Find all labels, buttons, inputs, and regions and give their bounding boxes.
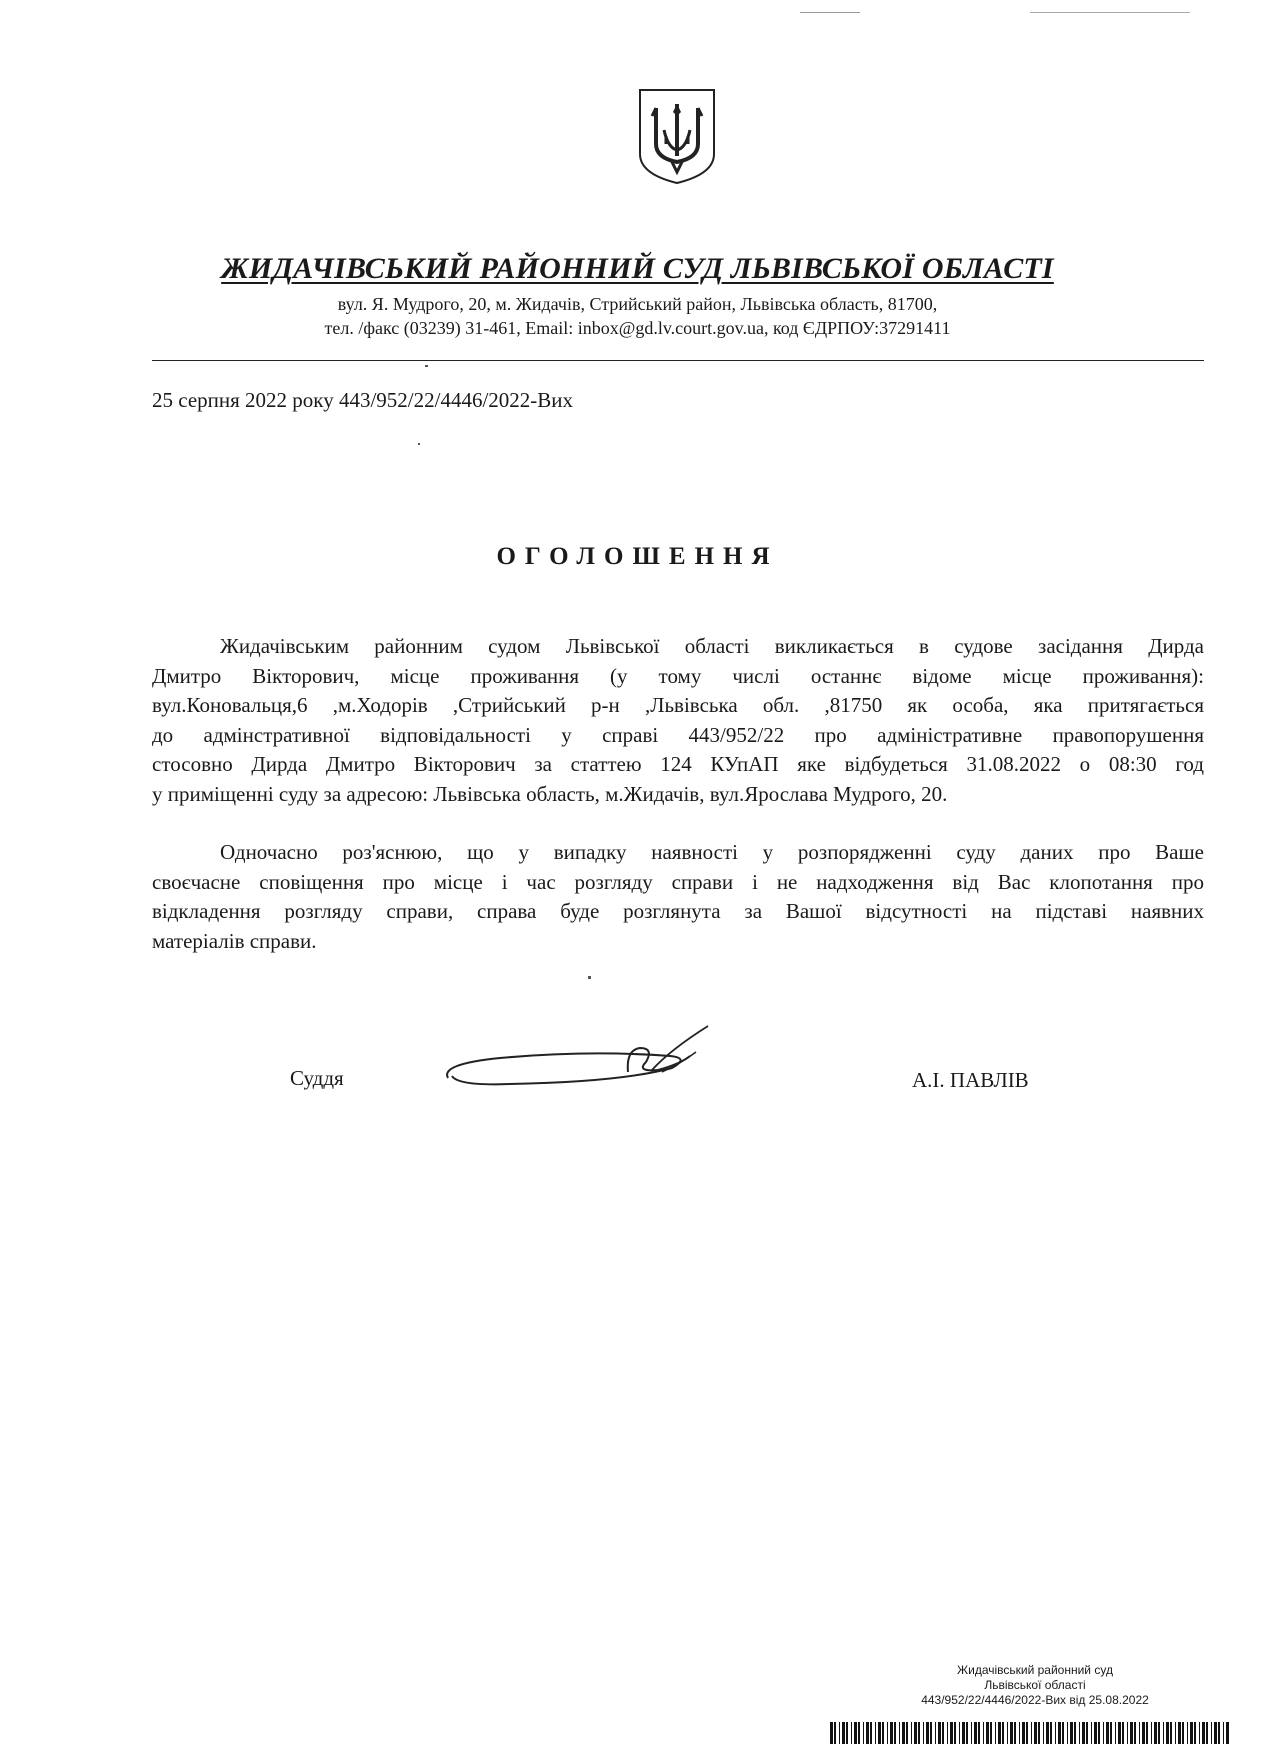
text-line: Одночасно роз'яснюю, що у випадку наявності у розпорядженні суду даних про Ваше [220, 840, 1204, 864]
barcode [830, 1722, 1230, 1744]
barcode-bar [1226, 1722, 1229, 1744]
barcode-bar [1182, 1722, 1184, 1744]
barcode-bar [1079, 1722, 1080, 1744]
barcode-bar [1122, 1722, 1124, 1744]
barcode-bar [1103, 1722, 1104, 1744]
barcode-bar [1202, 1722, 1205, 1744]
text-line: відкладення розгляду справи, справа буде розглянута за Вашої відсутності на підставі наявних [152, 899, 1204, 923]
barcode-bar [962, 1722, 965, 1744]
judge-name: А.І. ПАВЛІВ [912, 1068, 1029, 1092]
scan-speck [418, 443, 420, 445]
barcode-bar [1074, 1722, 1076, 1744]
barcode-bar [942, 1722, 944, 1744]
barcode-bar [899, 1722, 900, 1744]
barcode-bar [1175, 1722, 1176, 1744]
barcode-bar [1194, 1722, 1196, 1744]
text-line: Жидачівським районним судом Львівської області викликається в судове засідання Дирда [220, 634, 1204, 658]
barcode-bar [1115, 1722, 1116, 1744]
barcode-bar [954, 1722, 956, 1744]
text-line: у приміщенні суду за адресою: Львівська область, м.Жидачів, вул.Ярослава Мудрого, 20. [152, 781, 948, 806]
paragraph-explanation [152, 838, 1204, 956]
barcode-bar [1058, 1722, 1061, 1744]
barcode-bar [914, 1722, 917, 1744]
barcode-bar [882, 1722, 884, 1744]
scan-speck [588, 976, 591, 979]
barcode-bar [1178, 1722, 1181, 1744]
barcode-bar [830, 1722, 833, 1744]
barcode-bar [1163, 1722, 1164, 1744]
barcode-bar [1142, 1722, 1145, 1744]
barcode-bar [1118, 1722, 1121, 1744]
barcode-bar [1031, 1722, 1032, 1744]
text-line: вул.Коновальця,6 ,м.Ходорів ,Стрийський р-н ,Львівська обл. ,81750 як особа, яка притягається [152, 693, 1204, 717]
court-address: вул. Я. Мудрого, 20, м. Жидачів, Стрийський район, Львівська область, 81700, [337, 294, 938, 314]
barcode-bar [1151, 1722, 1152, 1744]
barcode-bar [1134, 1722, 1136, 1744]
barcode-bar [911, 1722, 912, 1744]
trident-coat-of-arms-icon [636, 86, 718, 186]
barcode-bar [1050, 1722, 1052, 1744]
barcode-bar [1187, 1722, 1188, 1744]
barcode-bar [1166, 1722, 1169, 1744]
barcode-bar [1019, 1722, 1020, 1744]
barcode-bar [1190, 1722, 1193, 1744]
barcode-bar [918, 1722, 920, 1744]
barcode-bar [1007, 1722, 1008, 1744]
barcode-bar [875, 1722, 876, 1744]
barcode-bar [1098, 1722, 1100, 1744]
court-name: ЖИДАЧІВСЬКИЙ РАЙОННИЙ СУД ЛЬВІВСЬКОЇ ОБЛАСТІ [221, 252, 1054, 285]
barcode-bar [1038, 1722, 1040, 1744]
scan-speck [1030, 12, 1190, 13]
barcode-bar [990, 1722, 992, 1744]
scan-speck [425, 365, 428, 367]
text-line: Дмитро Вікторович, місце проживання (у тому числі останнє відоме місце проживання): [152, 663, 1204, 688]
barcode-bar [1127, 1722, 1128, 1744]
barcode-bar [858, 1722, 860, 1744]
barcode-bar [1146, 1722, 1148, 1744]
barcode-bar [966, 1722, 968, 1744]
barcode-bar [1070, 1722, 1073, 1744]
barcode-bar [971, 1722, 972, 1744]
barcode-bar [1082, 1722, 1085, 1744]
barcode-bar [1022, 1722, 1025, 1744]
text-line: стосовно Дирда Дмитро Вікторович за статтею 124 КУпАП яке відбудеться 31.08.2022 о 08:30 год [152, 752, 1204, 776]
barcode-bar [930, 1722, 932, 1744]
barcode-bar [974, 1722, 977, 1744]
barcode-bar [1026, 1722, 1028, 1744]
paragraph-summons [152, 632, 1204, 809]
document-title: ОГОЛОШЕННЯ [496, 543, 779, 570]
barcode-bar [995, 1722, 996, 1744]
barcode-bar [1223, 1722, 1224, 1744]
barcode-bar [978, 1722, 980, 1744]
barcode-bar [851, 1722, 852, 1744]
barcode-bar [834, 1722, 836, 1744]
handwritten-signature [440, 1020, 730, 1095]
barcode-bar [983, 1722, 984, 1744]
barcode-bar [986, 1722, 989, 1744]
header-divider [152, 360, 1204, 361]
barcode-bar [1043, 1722, 1044, 1744]
barcode-bar [938, 1722, 941, 1744]
barcode-bar [1199, 1722, 1200, 1744]
date-reference: 25 серпня 2022 року 443/952/22/4446/2022-Вих [152, 388, 574, 412]
barcode-bar [870, 1722, 872, 1744]
barcode-bar [1110, 1722, 1112, 1744]
barcode-bar [863, 1722, 864, 1744]
judge-label: Суддя [290, 1066, 344, 1090]
barcode-bar [894, 1722, 896, 1744]
barcode-bar [1086, 1722, 1088, 1744]
barcode-bar [1218, 1722, 1220, 1744]
barcode-bar [906, 1722, 908, 1744]
barcode-bar [1211, 1722, 1212, 1744]
barcode-bar [1046, 1722, 1049, 1744]
barcode-bar [1055, 1722, 1056, 1744]
barcode-bar [1094, 1722, 1097, 1744]
barcode-bar [998, 1722, 1001, 1744]
barcode-bar [1130, 1722, 1133, 1744]
barcode-bar [1206, 1722, 1208, 1744]
barcode-bar [846, 1722, 848, 1744]
barcode-bar [1062, 1722, 1064, 1744]
barcode-bar [959, 1722, 960, 1744]
barcode-bar [1067, 1722, 1068, 1744]
stamp-region: Львівської області [984, 1678, 1086, 1692]
barcode-bar [887, 1722, 888, 1744]
barcode-bar [1014, 1722, 1016, 1744]
barcode-bar [842, 1722, 845, 1744]
barcode-bar [950, 1722, 953, 1744]
barcode-bar [1170, 1722, 1172, 1744]
court-contacts: тел. /факс (03239) 31-461, Email: inbox@gd.lv.court.gov.ua, код ЄДРПОУ:37291411 [324, 318, 951, 338]
barcode-bar [923, 1722, 924, 1744]
barcode-bar [902, 1722, 905, 1744]
barcode-bar [1010, 1722, 1013, 1744]
barcode-bar [890, 1722, 893, 1744]
barcode-bar [854, 1722, 857, 1744]
barcode-bar [1214, 1722, 1217, 1744]
registration-stamp [850, 1663, 1220, 1708]
scan-speck [800, 12, 860, 13]
text-line: матеріалів справи. [152, 928, 317, 953]
barcode-bar [1002, 1722, 1004, 1744]
barcode-bar [1154, 1722, 1157, 1744]
barcode-bar [1034, 1722, 1037, 1744]
barcode-bar [947, 1722, 948, 1744]
stamp-court-name: Жидачівський районний суд [957, 1663, 1113, 1677]
barcode-bar [839, 1722, 840, 1744]
barcode-bar [935, 1722, 936, 1744]
barcode-bar [926, 1722, 929, 1744]
text-line: своєчасне сповіщення про місце і час розгляду справи і не надходження від Вас клопотання про [152, 869, 1204, 894]
barcode-bar [878, 1722, 881, 1744]
barcode-bar [1091, 1722, 1092, 1744]
text-line: до адмінстративної відповідальності у справі 443/952/22 про адміністративне правопорушення [152, 722, 1204, 747]
stamp-registration-number: 443/952/22/4446/2022-Вих від 25.08.2022 [921, 1693, 1149, 1707]
barcode-bar [866, 1722, 869, 1744]
barcode-bar [1158, 1722, 1160, 1744]
barcode-bar [1139, 1722, 1140, 1744]
barcode-bar [1106, 1722, 1109, 1744]
